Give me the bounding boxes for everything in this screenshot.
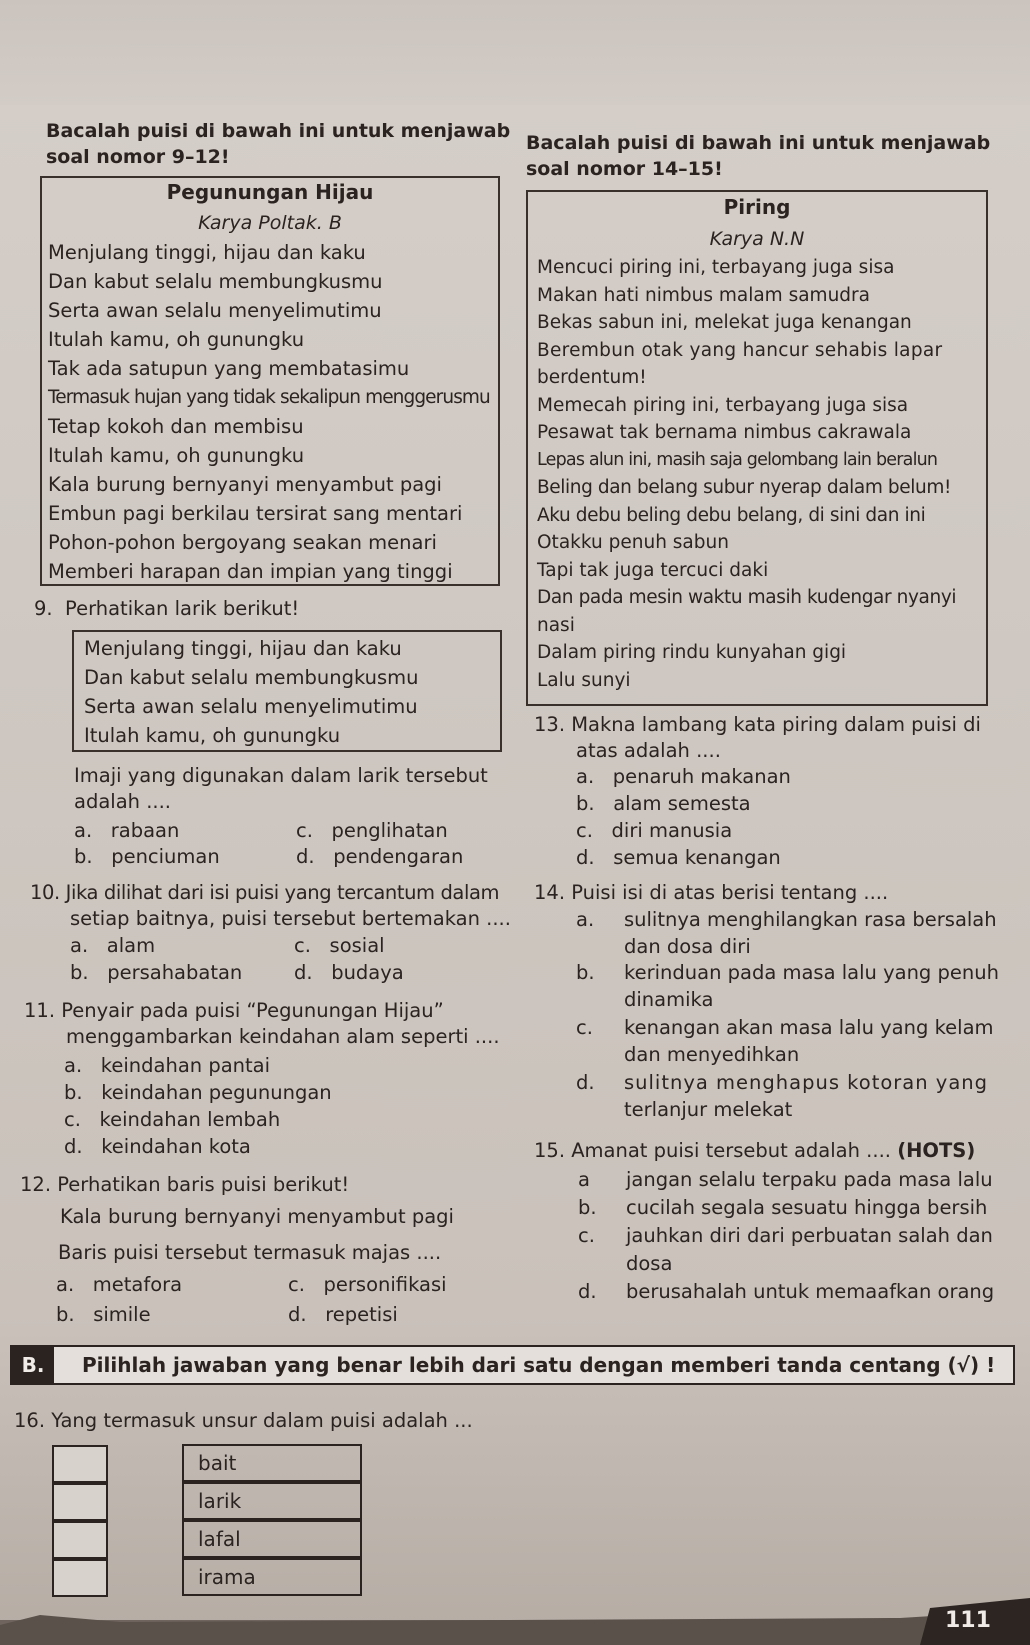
poem-line: Bekas sabun ini, melekat juga kenangan — [537, 312, 912, 333]
q13-option-c[interactable]: c. diri manusia — [576, 819, 733, 842]
quote-line: Itulah kamu, oh gunungku — [84, 724, 341, 747]
q16-stem-text: Yang termasuk unsur dalam puisi adalah ... — [51, 1409, 473, 1432]
q10-option-d[interactable]: d. budaya — [294, 961, 404, 984]
poem-author: Karya N.N — [709, 228, 805, 250]
q12-stem: Baris puisi tersebut termasuk majas .... — [58, 1241, 442, 1264]
checkbox-lafal[interactable] — [52, 1521, 108, 1559]
q9-quote-lines — [84, 634, 419, 750]
checkbox-bait[interactable] — [52, 1445, 108, 1483]
q16-option-irama: irama — [182, 1558, 362, 1596]
poem-line: Memecah piring ini, terbayang juga sisa — [537, 394, 909, 416]
poem-line: Lepas alun ini, masih saja gelombang lain beralun — [537, 449, 938, 470]
poem-line: Tetap kokoh dan membisu — [48, 415, 304, 438]
q15-option-d[interactable]: d. berusahalah untuk memaafkan orang — [578, 1280, 995, 1303]
q12-option-c[interactable]: c. personifikasi — [288, 1273, 447, 1296]
q11-option-b[interactable]: b. keindahan pegunungan — [64, 1081, 332, 1104]
q15-option-b[interactable]: b. cucilah segala sesuatu hingga bersih — [578, 1196, 988, 1219]
q9-option-a[interactable]: a. rabaan — [74, 819, 180, 842]
q9-option-b[interactable]: b. penciuman — [74, 845, 220, 868]
q12-option-a[interactable]: a. metafora — [56, 1273, 183, 1296]
q10-stem — [30, 880, 511, 932]
poem-line: Tak ada satupun yang membatasimu — [48, 357, 410, 380]
page-top-margin — [0, 0, 1030, 105]
poem-line: Dalam piring rindu kunyahan gigi — [537, 642, 847, 663]
poem-lines — [48, 238, 490, 586]
bottom-edge — [0, 1610, 1030, 1645]
poem-line: Serta awan selalu menyelimutimu — [48, 299, 382, 322]
poem-line: Makan hati nimbus malam samudra — [537, 284, 870, 306]
section-b-letter: B. — [12, 1347, 54, 1383]
q12-number: 12. — [20, 1173, 52, 1196]
right-instruction — [526, 130, 990, 182]
poem-line: Embun pagi berkilau tersirat sang mentari — [48, 502, 463, 525]
poem-line: Itulah kamu, oh gunungku — [48, 444, 305, 467]
q10-option-b[interactable]: b. persahabatan — [70, 961, 243, 984]
poem-line: Kala burung bernyanyi menyambut pagi — [48, 473, 442, 496]
poem-title: Pegunungan Hijau — [166, 180, 374, 204]
q9-stem-line-1: Imaji yang digunakan dalam larik tersebut — [74, 764, 488, 787]
poem-line: Otakku penuh sabun — [537, 532, 729, 553]
q13-stem — [534, 712, 981, 764]
poem-line: Termasuk hujan yang tidak sekalipun menggerusmu — [48, 387, 490, 408]
q14-option-a[interactable]: a. sulitnya menghilangkan rasa bersalah dan dosa diri — [576, 908, 997, 958]
q11-option-d[interactable]: d. keindahan kota — [64, 1135, 251, 1158]
q13-option-d[interactable]: d. semua kenangan — [576, 846, 781, 869]
poem-line: berdentum! — [537, 367, 647, 388]
poem-line: Itulah kamu, oh gunungku — [48, 328, 305, 351]
q15-stem — [534, 1138, 975, 1164]
q13-stem-line-2: atas adalah .... — [576, 739, 721, 762]
q16-number: 16. — [14, 1409, 46, 1432]
q10-number: 10. — [30, 881, 60, 904]
q15-number: 15. — [534, 1139, 566, 1162]
q14-stem-text: Puisi isi di atas berisi tentang .... — [571, 881, 889, 904]
poem-lines — [537, 254, 956, 694]
page-bottom-strip — [0, 1590, 1030, 1645]
q12-prompt-text: Perhatikan baris puisi berikut! — [57, 1173, 350, 1196]
poem-line: Mencuci piring ini, terbayang juga sisa — [537, 257, 895, 278]
q14-stem — [534, 880, 888, 906]
poem-line: Dan pada mesin waktu masih kudengar nyanyi — [537, 587, 957, 608]
q13-option-b[interactable]: b. alam semesta — [576, 792, 751, 815]
q15-option-a[interactable]: a jangan selalu terpaku pada masa lalu — [578, 1168, 993, 1191]
section-b-banner — [10, 1345, 1015, 1385]
quote-line: Serta awan selalu menyelimutimu — [84, 695, 418, 718]
q14-number: 14. — [534, 881, 566, 904]
quote-line: Dan kabut selalu membungkusmu — [84, 666, 419, 689]
q16-stem — [14, 1408, 473, 1434]
poem-author: Karya Poltak. B — [198, 212, 342, 234]
q12-quote: Kala burung bernyanyi menyambut pagi — [60, 1205, 454, 1228]
q10-option-a[interactable]: a. alam — [70, 934, 156, 957]
poem-line: Menjulang tinggi, hijau dan kaku — [48, 241, 366, 264]
q11-stem-line-1: Penyair pada puisi “Pegunungan Hijau” — [61, 999, 444, 1022]
poem-line: Pesawat tak bernama nimbus cakrawala — [537, 422, 912, 443]
left-instruction-line-1: Bacalah puisi di bawah ini untuk menjawab — [46, 120, 511, 142]
q16-option-larik: larik — [182, 1482, 362, 1520]
q11-option-c[interactable]: c. keindahan lembah — [64, 1108, 281, 1131]
q9-stem — [74, 763, 488, 815]
q14-option-b[interactable]: b. kerinduan pada masa lalu yang penuh dinamika — [576, 961, 999, 1011]
poem-line: Memberi harapan dan impian yang tinggi — [48, 560, 453, 583]
q11-number: 11. — [24, 999, 56, 1022]
q9-prompt — [34, 596, 299, 622]
q11-stem — [24, 998, 500, 1050]
quote-line: Menjulang tinggi, hijau dan kaku — [84, 637, 402, 660]
q13-number: 13. — [534, 713, 566, 736]
q14-option-d[interactable]: d. sulitnya menghapus kotoran yang terlanjur melekat — [576, 1071, 989, 1121]
poem-line: nasi — [537, 614, 575, 636]
poem-line: Dan kabut selalu membungkusmu — [48, 270, 383, 293]
q16-option-bait: bait — [182, 1444, 362, 1482]
right-instruction-line-2: soal nomor 14–15! — [526, 158, 723, 180]
left-instruction — [46, 118, 510, 170]
q11-option-a[interactable]: a. keindahan pantai — [64, 1054, 271, 1077]
q11-stem-line-2: menggambarkan keindahan alam seperti .... — [66, 1025, 500, 1048]
page-number: 111 — [945, 1608, 991, 1633]
right-instruction-line-1: Bacalah puisi di bawah ini untuk menjawab — [526, 132, 991, 154]
q15-stem-text: Amanat puisi tersebut adalah .... — [571, 1139, 891, 1162]
left-instruction-line-2: soal nomor 9–12! — [46, 146, 230, 168]
section-b-instruction: Pilihlah jawaban yang benar lebih dari satu dengan memberi tanda centang (√) ! — [82, 1353, 996, 1377]
checkbox-larik[interactable] — [52, 1483, 108, 1521]
poem-line: Beling dan belang subur nyerap dalam belum! — [537, 477, 951, 498]
q10-stem-line-2: setiap baitnya, puisi tersebut bertemakan .... — [70, 907, 511, 930]
q13-stem-line-1: Makna lambang kata piring dalam puisi di — [571, 713, 981, 736]
q13-option-a[interactable]: a. penaruh makanan — [576, 765, 791, 788]
hots-label: (HOTS) — [897, 1139, 976, 1162]
q9-option-c[interactable]: c. penglihatan — [296, 819, 448, 842]
q10-stem-line-1: Jika dilihat dari isi puisi yang tercantum dalam — [65, 881, 500, 904]
q12-prompt — [20, 1172, 349, 1198]
q12-option-d[interactable]: d. repetisi — [288, 1303, 398, 1326]
q12-option-b[interactable]: b. simile — [56, 1303, 151, 1326]
q9-stem-line-2: adalah .... — [74, 790, 171, 813]
q9-number: 9. — [34, 597, 53, 620]
q15-option-c[interactable]: c. jauhkan diri dari perbuatan salah dan dosa — [578, 1224, 993, 1275]
poem-line: Lalu sunyi — [537, 669, 631, 691]
q16-option-lafal: lafal — [182, 1520, 362, 1558]
poem-line: Tapi tak juga tercuci daki — [537, 559, 769, 581]
poem-line: Pohon-pohon bergoyang seakan menari — [48, 531, 437, 554]
q9-prompt-text: Perhatikan larik berikut! — [65, 597, 300, 620]
poem-line: Aku debu beling debu belang, di sini dan ini — [537, 504, 926, 526]
q14-option-c[interactable]: c. kenangan akan masa lalu yang kelam dan menyedihkan — [576, 1016, 994, 1066]
poem-line: Berembun otak yang hancur sehabis lapar — [537, 339, 943, 361]
q9-option-d[interactable]: d. pendengaran — [296, 845, 464, 868]
poem-title: Piring — [723, 195, 791, 219]
q10-option-c[interactable]: c. sosial — [294, 934, 385, 957]
